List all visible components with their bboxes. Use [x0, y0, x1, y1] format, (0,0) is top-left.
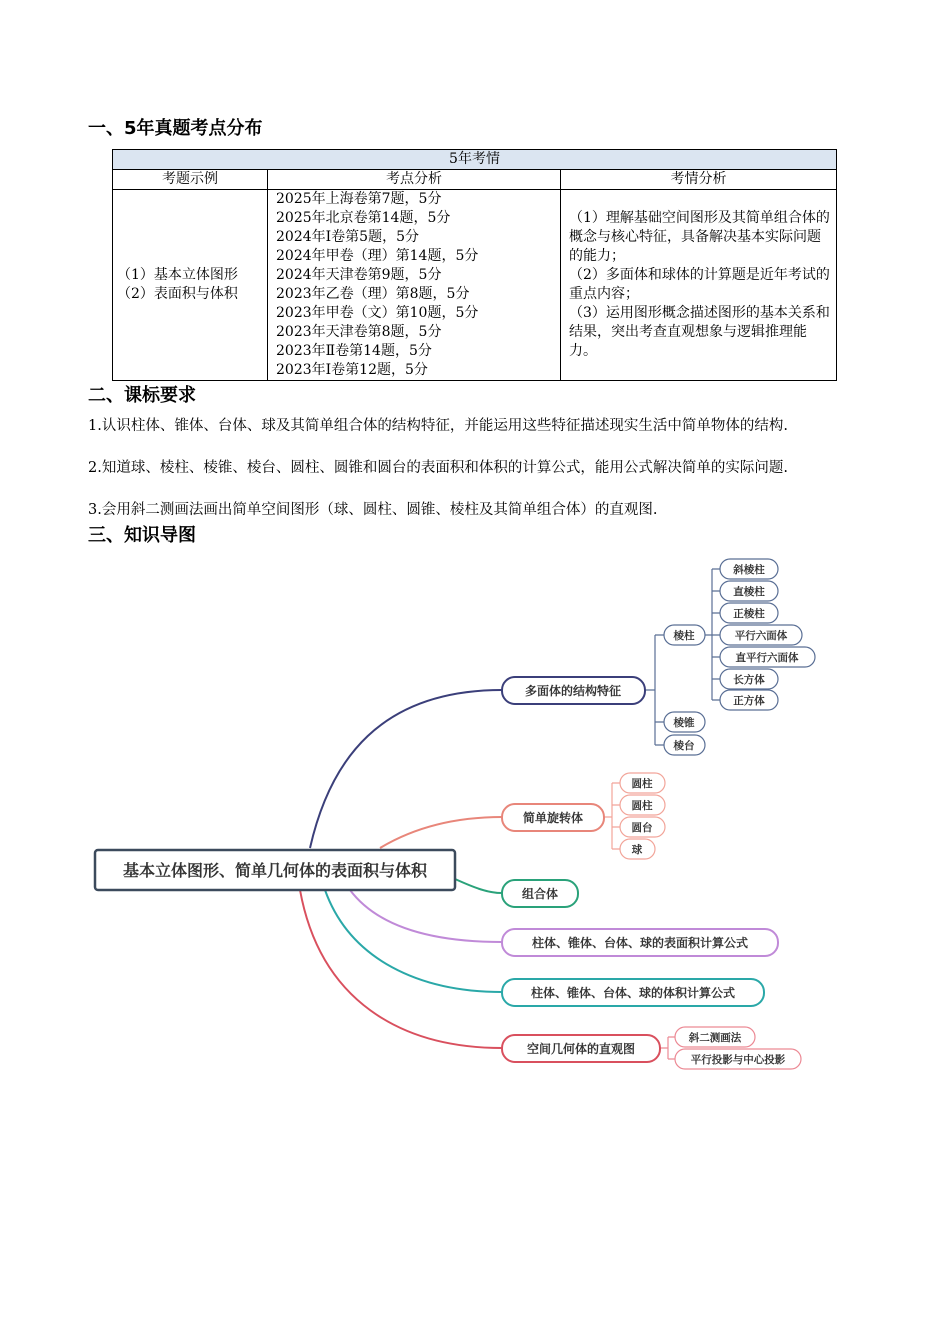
branch-surface [350, 890, 502, 942]
leaf-label: 直棱柱 [733, 586, 765, 598]
node-rotation-label: 简单旋转体 [522, 811, 584, 825]
analysis-item: 2024年甲卷（理）第14题，5分 [276, 248, 479, 264]
table-title: 5年考情 [113, 150, 837, 170]
node-prism-label: 棱柱 [673, 630, 695, 642]
table-cell-examples [113, 190, 268, 381]
node-frustum-label: 棱台 [673, 740, 695, 752]
branch-intuitive [300, 890, 502, 1048]
leaf-label: 球 [631, 844, 643, 856]
node-volume-label: 柱体、锥体、台体、球的体积计算公式 [530, 986, 736, 1000]
leaf-label: 圆柱 [631, 778, 653, 790]
analysis-item: 2023年天津卷第8题，5分 [276, 324, 442, 340]
example-item: （1）基本立体图形 [117, 267, 238, 283]
table-header-examples: 考题示例 [113, 170, 268, 190]
node-polyhedron-label: 多面体的结构特征 [524, 684, 622, 698]
analysis-item: 2023年Ⅱ卷第14题，5分 [276, 343, 432, 359]
branch-rotation [380, 817, 502, 848]
knowledge-mindmap [0, 540, 950, 1100]
leaf-label: 直平行六面体 [735, 652, 799, 664]
leaf-label: 平行投影与中心投影 [690, 1054, 786, 1066]
situation-item: （2）多面体和球体的计算题是近年考试的重点内容； [569, 267, 830, 302]
leaf-label: 平行六面体 [734, 630, 788, 642]
analysis-item: 2023年Ⅰ卷第12题，5分 [276, 362, 428, 378]
rotation-connector [604, 783, 620, 849]
prism-connector [705, 569, 720, 700]
leaf-label: 长方体 [733, 674, 765, 686]
analysis-item: 2023年乙卷（理）第8题，5分 [276, 286, 470, 302]
analysis-item: 2024年Ⅰ卷第5题，5分 [276, 229, 419, 245]
analysis-item: 2025年上海卷第7题，5分 [276, 191, 442, 207]
analysis-item: 2024年天津卷第9题，5分 [276, 267, 442, 283]
intuitive-connector [660, 1037, 675, 1059]
branch-combo [455, 879, 502, 893]
requirement-2: 2.知道球、棱柱、棱锥、棱台、圆柱、圆锥和圆台的表面积和体积的计算公式，能用公式解决简单的实际问题. [88, 460, 788, 476]
node-combo-label: 组合体 [521, 887, 559, 901]
table-header-analysis: 考点分析 [268, 170, 561, 190]
table-cell-analysis [268, 190, 561, 381]
leaf-label: 圆台 [631, 822, 653, 834]
section-title-exam-distribution: 一、5年真题考点分布 [88, 118, 263, 139]
table-cell-situation [561, 190, 837, 381]
leaf-label: 斜棱柱 [733, 564, 765, 576]
example-item: （2）表面积与体积 [117, 286, 238, 302]
analysis-item: 2025年北京卷第14题，5分 [276, 210, 451, 226]
analysis-item: 2023年甲卷（文）第10题，5分 [276, 305, 479, 321]
leaf-label: 斜二测画法 [688, 1032, 742, 1044]
leaf-label: 圆柱 [631, 800, 653, 812]
requirement-1: 1.认识柱体、锥体、台体、球及其简单组合体的结构特征，并能运用这些特征描述现实生活中简单物体的结构. [88, 418, 788, 434]
section-title-mindmap: 三、知识导图 [88, 525, 196, 546]
node-intuitive-label: 空间几何体的直观图 [526, 1042, 636, 1056]
node-surface-label: 柱体、锥体、台体、球的表面积计算公式 [531, 936, 749, 950]
requirement-3: 3.会用斜二测画法画出简单空间图形（球、圆柱、圆锥、棱柱及其简单组合体）的直观图. [88, 502, 658, 518]
section-title-curriculum: 二、课标要求 [88, 385, 196, 406]
node-pyramid-label: 棱锥 [673, 717, 695, 729]
leaf-label: 正方体 [733, 695, 765, 707]
poly-connector [645, 635, 664, 745]
situation-item: （1）理解基础空间图形及其简单组合体的概念与核心特征，具备解决基本实际问题的能力； [569, 210, 830, 264]
leaf-label: 正棱柱 [733, 608, 765, 620]
table-header-situation: 考情分析 [561, 170, 837, 190]
mindmap-root-label: 基本立体图形、简单几何体的表面积与体积 [122, 861, 428, 880]
branch-polyhedron [310, 690, 502, 848]
exam-table [112, 149, 837, 381]
situation-item: （3）运用图形概念描述图形的基本关系和结果，突出考查直观想象与逻辑推理能力。 [569, 305, 830, 359]
